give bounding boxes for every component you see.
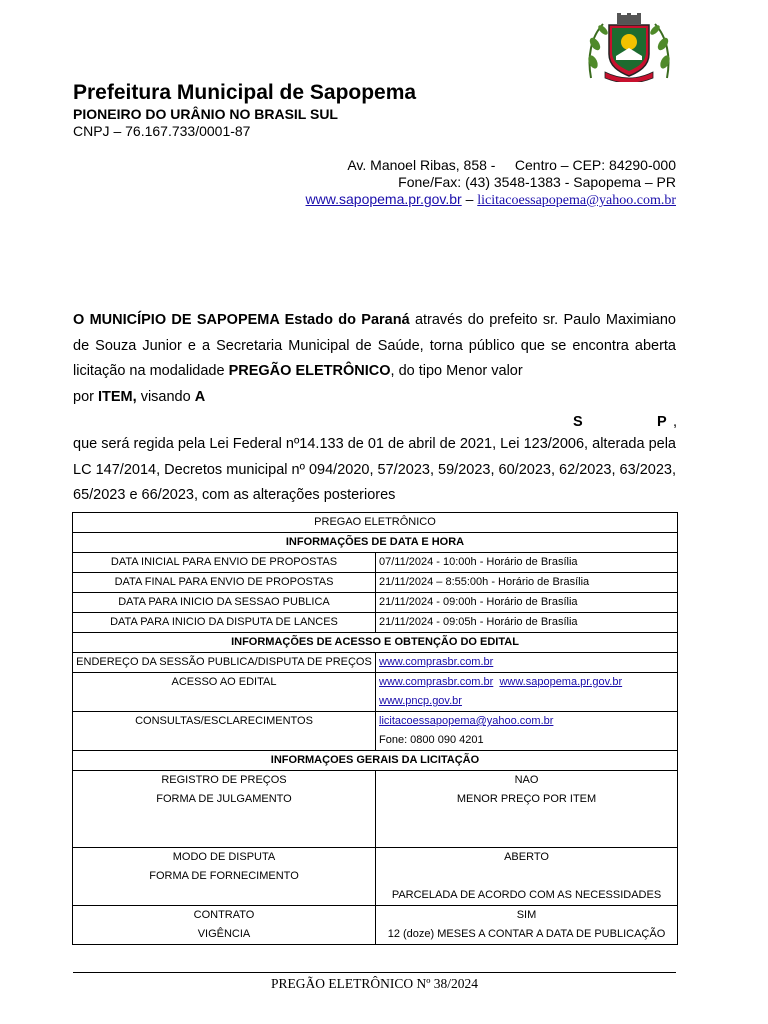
- table-row: DATA INICIAL PARA ENVIO DE PROPOSTAS 07/11/2024 - 10:00h - Horário de Brasília: [73, 553, 678, 573]
- contact-line: [306, 191, 676, 209]
- section-date-header: INFORMAÇÕES DE DATA E HORA: [73, 533, 678, 553]
- footer-divider: [73, 972, 676, 973]
- email-link[interactable]: licitacoessapopema@yahoo.com.br: [477, 193, 676, 208]
- municipality-lead: O MUNICÍPIO DE SAPOPEMA Estado do Paraná: [73, 312, 410, 328]
- table-row: DATA FINAL PARA ENVIO DE PROPOSTAS 21/11/2024 – 8:55:00h - Horário de Brasília: [73, 573, 678, 593]
- table-row: DATA PARA INICIO DA SESSAO PUBLICA 21/11/2024 - 09:00h - Horário de Brasília: [73, 593, 678, 613]
- address-line-1: Av. Manoel Ribas, 858 - Centro – CEP: 84290-000: [347, 157, 676, 173]
- footer-text: PREGÃO ELETRÔNICO Nº 38/2024: [270, 976, 479, 991]
- table-title: PREGAO ELETRÔNICO: [73, 513, 678, 533]
- page-title: Prefeitura Municipal de Sapopema: [73, 81, 417, 104]
- section-access-header: INFORMAÇÕES DE ACESSO E OBTENÇÃO DO EDITAL: [73, 633, 678, 653]
- edital-link-comprasbr[interactable]: www.comprasbr.com.br: [379, 676, 494, 688]
- table-row: MODO DE DISPUTA FORMA DE FORNECIMENTO ABERTO PARCELADA DE ACORDO COM AS NECESSIDADES: [73, 848, 678, 906]
- info-table: [72, 512, 678, 945]
- edital-link-pncp[interactable]: www.pncp.gov.br: [379, 695, 462, 707]
- table-row: ACESSO AO EDITAL www.comprasbr.com.br www.sapopema.pr.gov.br www.pncp.gov.br: [73, 673, 678, 712]
- header-subtitle: PIONEIRO DO URÂNIO NO BRASIL SUL: [73, 106, 338, 122]
- modality-name: PREGÃO ELETRÔNICO: [228, 363, 391, 379]
- edital-link-sapopema[interactable]: www.sapopema.pr.gov.br: [499, 676, 623, 688]
- consult-email-link[interactable]: licitacoessapopema@yahoo.com.br: [379, 715, 554, 727]
- header-cnpj: CNPJ – 76.167.733/0001-87: [73, 123, 251, 139]
- intro-paragraph: O MUNICÍPIO DE SAPOPEMA Estado do Paraná através do prefeito sr. Paulo Maximiano de Souza Junior e a Secretaria Municipal de Saúde, torna público que se encontra aberta licitação na modalidade PREGÃO ELETRÔNICO, do tipo Menor valor por ITEM, visando A: [73, 308, 676, 410]
- section-general-header: INFORMAÇOES GERAIS DA LICITAÇÃO: [73, 751, 678, 771]
- website-link[interactable]: www.sapopema.pr.gov.br: [305, 191, 462, 207]
- intro-last-line: por ITEM, visando A: [73, 388, 206, 405]
- table-row: REGISTRO DE PREÇOS FORMA DE JULGAMENTO NAO MENOR PREÇO POR ITEM: [73, 771, 678, 848]
- municipal-crest-icon: [583, 12, 675, 82]
- table-row: CONSULTAS/ESCLARECIMENTOS licitacoessapopema@yahoo.com.br Fone: 0800 090 4201: [73, 712, 678, 751]
- contact-separator: –: [461, 191, 478, 207]
- object-line: S P ,: [573, 414, 678, 430]
- table-row: CONTRATO VIGÊNCIA SIM 12 (doze) MESES A CONTAR A DATA DE PUBLICAÇÃO: [73, 906, 678, 945]
- legal-paragraph: que será regida pela Lei Federal nº14.133 de 01 de abril de 2021, Lei 123/2006, alterada pela LC 147/2014, Decretos municipal nº 094/2020, 57/2023, 59/2023, 60/2023, 62/2023, 63/2023, 65/2023 e 66/2023, com as alterações posteriores: [73, 436, 676, 503]
- consult-phone: Fone: 0800 090 4201: [379, 734, 484, 746]
- address-line-2: Fone/Fax: (43) 3548-1383 - Sapopema – PR: [398, 174, 676, 190]
- table-row: ENDEREÇO DA SESSÃO PUBLICA/DISPUTA DE PREÇOS www.comprasbr.com.br: [73, 653, 678, 673]
- table-row: DATA PARA INICIO DA DISPUTA DE LANCES 21/11/2024 - 09:05h - Horário de Brasília: [73, 613, 678, 633]
- session-link[interactable]: www.comprasbr.com.br: [379, 656, 494, 668]
